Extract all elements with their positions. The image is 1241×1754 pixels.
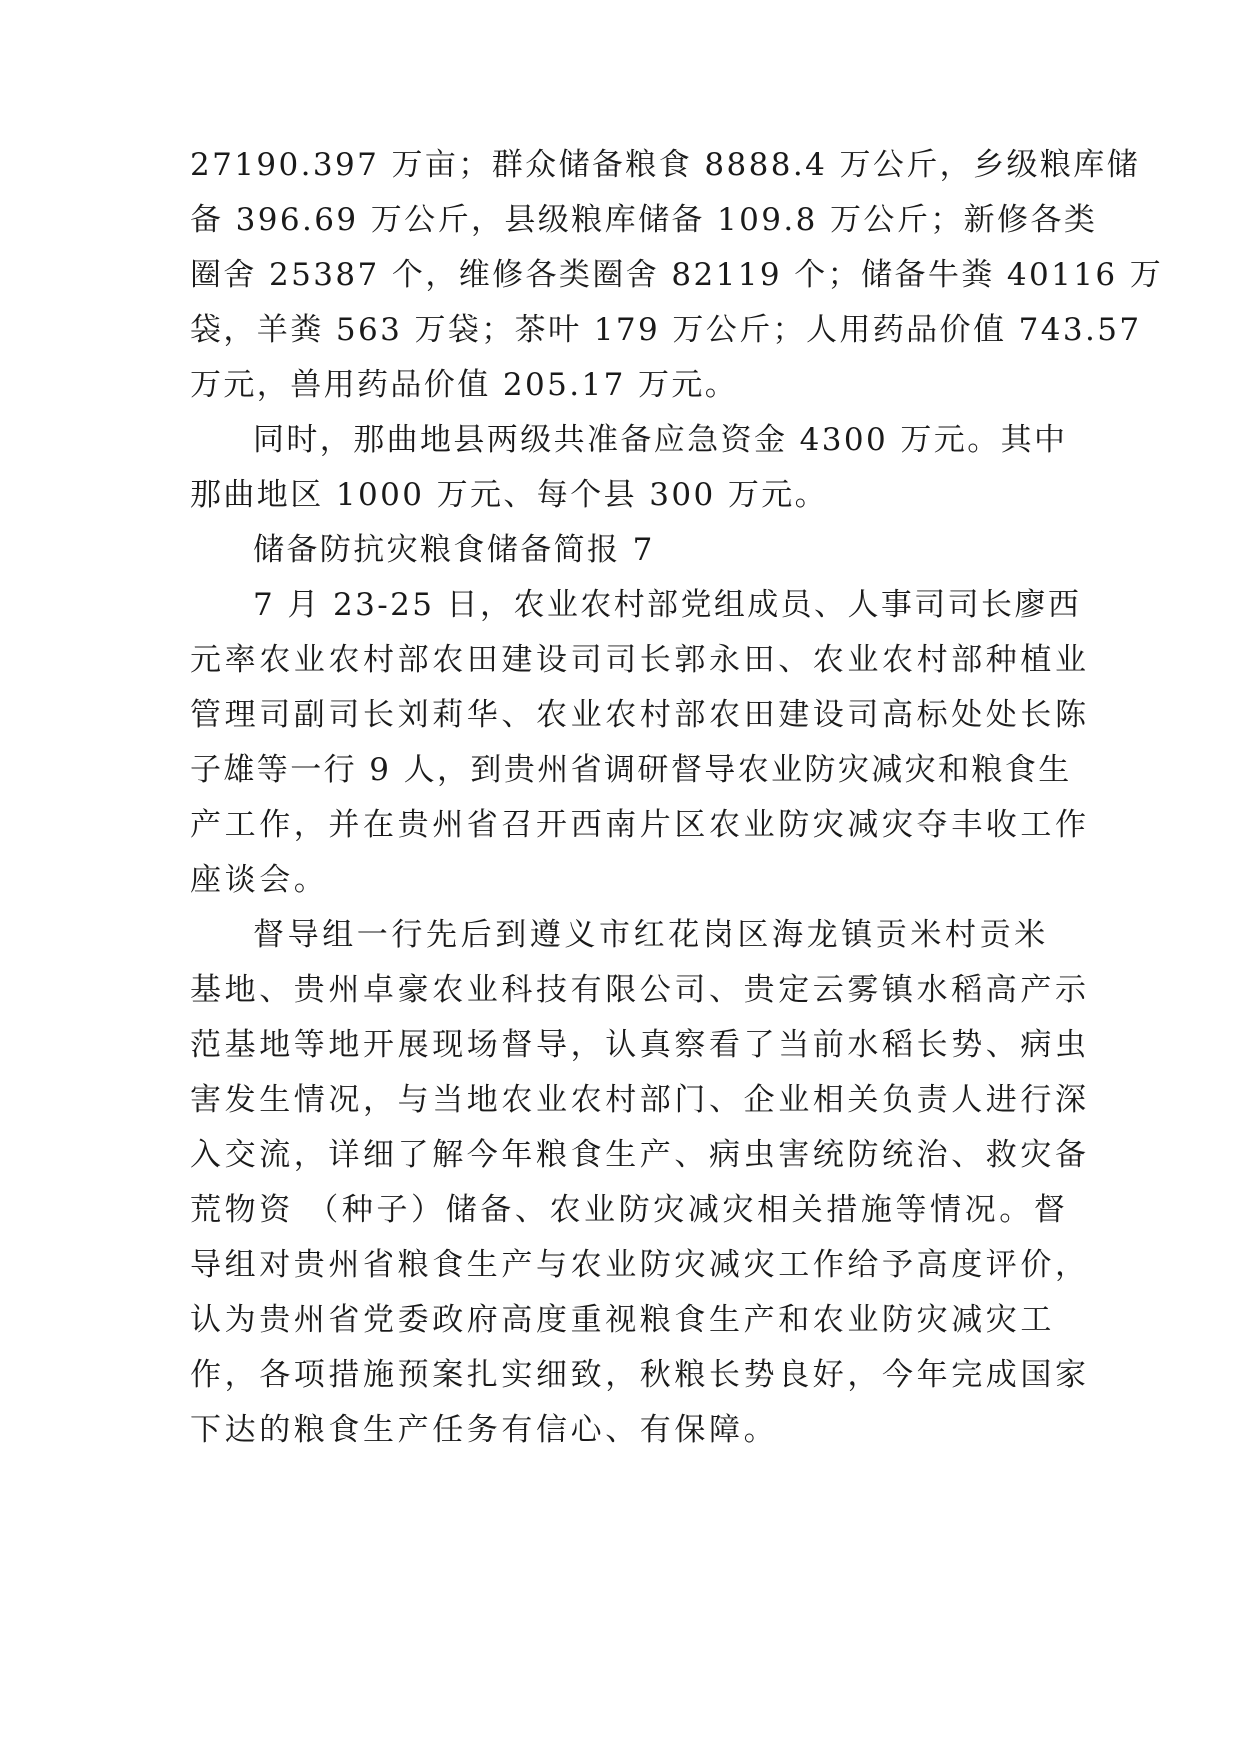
text-line: 导组对贵州省粮食生产与农业防灾减灾工作给予高度评价，: [190, 1247, 1090, 1283]
text-line: 圈舍 25387 个，维修各类圈舍 82119 个；储备牛粪 40116 万: [190, 257, 1164, 293]
text-line: 7 月 23-25 日，农业农村部党组成员、人事司司长廖西: [253, 587, 1082, 623]
text-line: 基地、贵州卓豪农业科技有限公司、贵定云雾镇水稻高产示: [190, 972, 1090, 1008]
text-line: 子雄等一行 9 人，到贵州省调研督导农业防灾减灾和粮食生: [190, 752, 1072, 788]
text-line: 荒物资 （种子）储备、农业防灾减灾相关措施等情况。督: [190, 1192, 1069, 1228]
text-line: 下达的粮食生产任务有信心、有保障。: [190, 1412, 779, 1448]
text-line: 万元，兽用药品价值 205.17 万元。: [190, 367, 739, 403]
text-line: 作，各项措施预案扎实细致，秋粮长势良好，今年完成国家: [190, 1357, 1090, 1393]
text-line: 入交流，详细了解今年粮食生产、病虫害统防统治、救灾备: [190, 1137, 1090, 1173]
text-line: 27190.397 万亩；群众储备粮食 8888.4 万公斤，乡级粮库储: [190, 147, 1141, 183]
text-line: 座谈会。: [190, 862, 329, 898]
section-heading: 储备防抗灾粮食储备简报 7: [253, 532, 655, 568]
text-line: 袋，羊粪 563 万袋；茶叶 179 万公斤；人用药品价值 743.57: [190, 312, 1142, 348]
text-line: 督导组一行先后到遵义市红花岗区海龙镇贡米村贡米: [253, 917, 1049, 953]
text-line: 范基地等地开展现场督导，认真察看了当前水稻长势、病虫: [190, 1027, 1090, 1063]
text-line: 那曲地区 1000 万元、每个县 300 万元。: [190, 477, 829, 513]
text-line: 产工作，并在贵州省召开西南片区农业防灾减灾夺丰收工作: [190, 807, 1090, 843]
text-line: 元率农业农村部农田建设司司长郭永田、农业农村部种植业: [190, 642, 1090, 678]
text-line: 认为贵州省党委政府高度重视粮食生产和农业防灾减灾工: [190, 1302, 1055, 1338]
text-line: 害发生情况，与当地农业农村部门、企业相关负责人进行深: [190, 1082, 1090, 1118]
text-line: 管理司副司长刘莉华、农业农村部农田建设司高标处处长陈: [190, 697, 1090, 733]
text-line: 同时，那曲地县两级共准备应急资金 4300 万元。其中: [253, 422, 1068, 458]
text-line: 备 396.69 万公斤，县级粮库储备 109.8 万公斤；新修各类: [190, 202, 1098, 238]
